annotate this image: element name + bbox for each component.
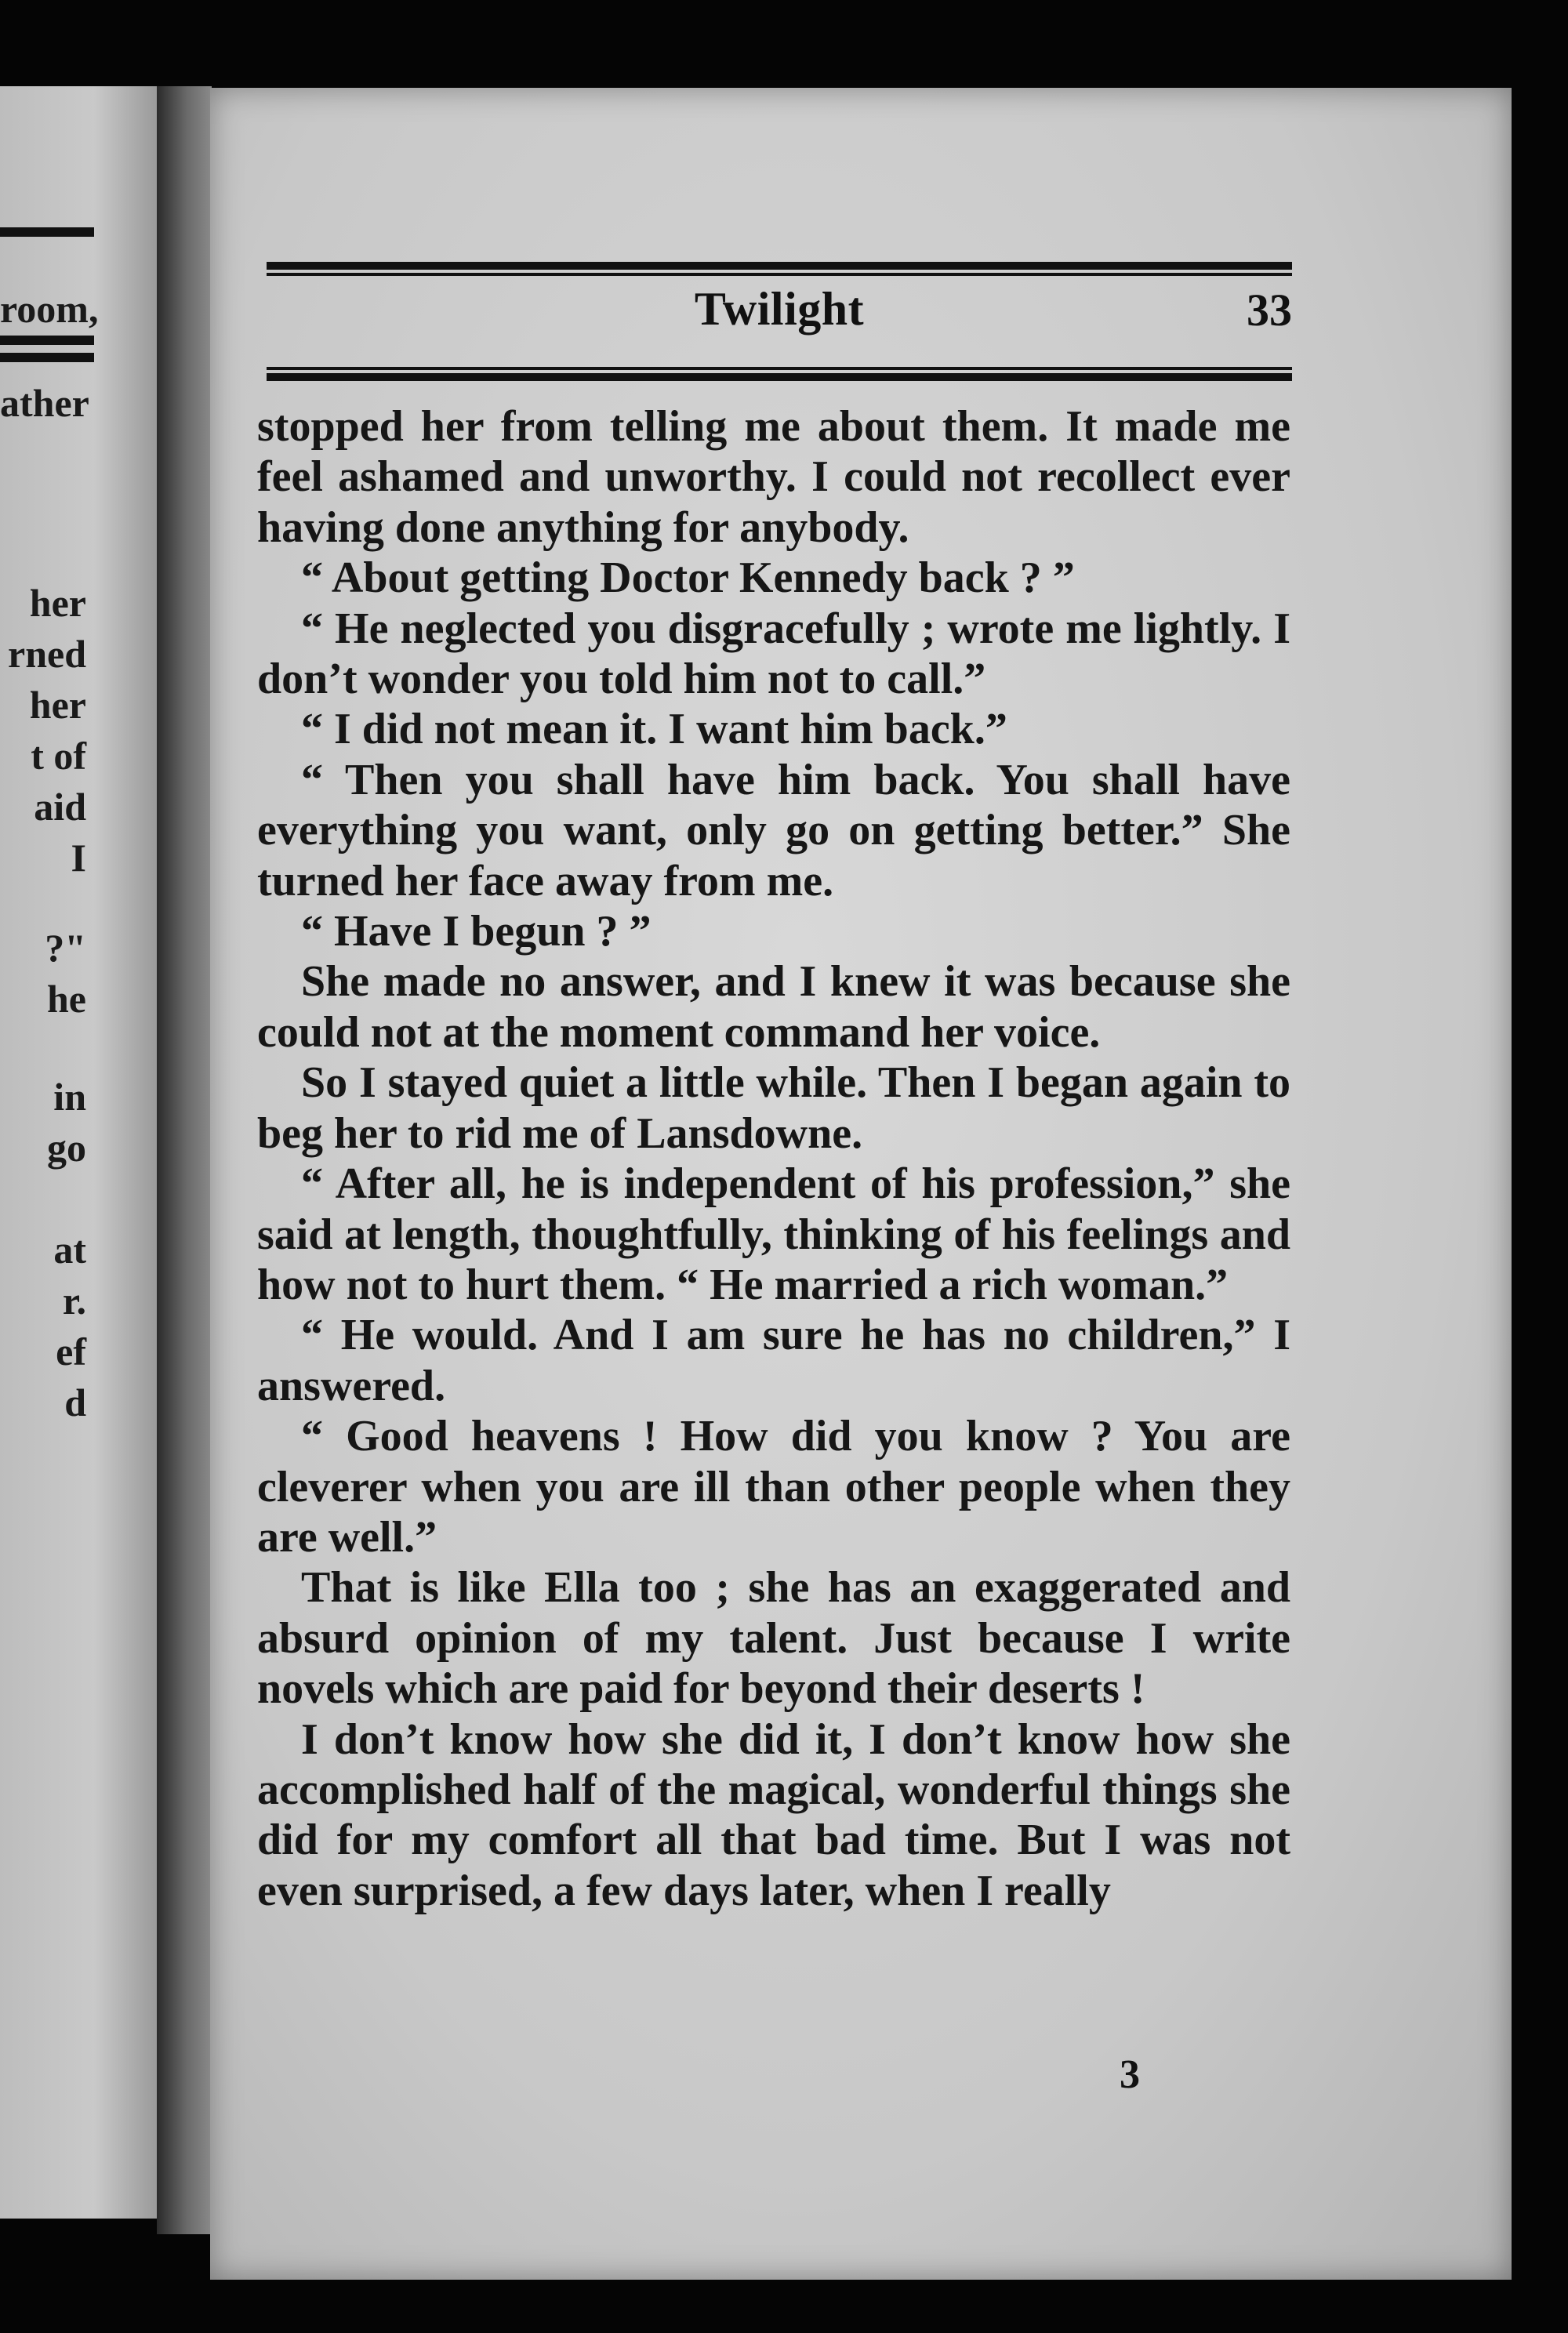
running-head bbox=[267, 282, 1292, 339]
paragraph: So I stayed quiet a little while. Then I began again to beg her to rid me of Lansdowne. bbox=[257, 1058, 1290, 1158]
paragraph: I don’t know how she did it, I don’t know how she accomplished half of the magical, wonderful things she did for my comfort all that bad time. But I was not even surprised, a few days later, when I really bbox=[257, 1714, 1290, 1915]
paragraph: stopped her from telling me about them. It made me feel ashamed and unworthy. I could not recollect ever having done anything for anybody. bbox=[257, 402, 1290, 552]
header-rule-bottom-thin bbox=[267, 367, 1292, 370]
paragraph: That is like Ella too ; she has an exaggerated and absurd opinion of my talent. Just because I write novels which are paid for beyond their deserts ! bbox=[257, 1563, 1290, 1714]
left-page-fragment: room, bbox=[0, 287, 99, 331]
paragraph: “ About getting Doctor Kennedy back ? ” bbox=[301, 553, 1075, 603]
body-text bbox=[257, 401, 1290, 1916]
left-page-fragment: ather bbox=[0, 381, 89, 425]
paragraph: She made no answer, and I knew it was because she could not at the moment command her voice. bbox=[257, 957, 1290, 1057]
paragraph: “ I did not mean it. I want him back.” bbox=[301, 705, 1007, 754]
paragraph: “ Good heavens ! How did you know ? You are cleverer when you are ill than other people when they are well.” bbox=[257, 1412, 1290, 1562]
left-page-fragment: ?" bbox=[45, 926, 86, 970]
running-head-title: Twilight bbox=[694, 283, 865, 335]
left-page-fragment: d bbox=[64, 1381, 86, 1424]
book-gutter bbox=[157, 86, 212, 2234]
left-page-text-fragments bbox=[0, 86, 157, 2219]
book-page bbox=[210, 88, 1512, 2280]
left-page-fragment: ef bbox=[56, 1330, 86, 1373]
left-page-fragment: rned bbox=[8, 632, 86, 676]
page-number: 33 bbox=[1247, 285, 1292, 336]
header-rule-bottom bbox=[267, 373, 1292, 381]
paragraph: “ After all, he is independent of his profession,” she said at length, thoughtfully, thinking of his feelings and how not to hurt them. “ He married a rich woman.” bbox=[257, 1159, 1290, 1309]
left-facing-page bbox=[0, 86, 157, 2219]
paragraph: “ Then you shall have him back. You shall have everything you want, only go on getting better.” She turned her face away from me. bbox=[257, 755, 1290, 905]
signature-mark: 3 bbox=[1120, 2052, 1140, 2097]
left-page-fragment: in bbox=[53, 1075, 86, 1119]
left-page-fragment: her bbox=[29, 683, 86, 727]
header-rule-top bbox=[267, 262, 1292, 270]
left-page-fragment: go bbox=[47, 1126, 86, 1170]
left-page-fragment: t of bbox=[31, 734, 86, 778]
left-page-fragment: at bbox=[53, 1228, 86, 1272]
left-page-fragment: I bbox=[71, 836, 86, 880]
left-page-fragment: he bbox=[47, 977, 86, 1021]
left-page-fragment: her bbox=[29, 581, 86, 625]
paragraph: “ Have I begun ? ” bbox=[301, 907, 652, 956]
paragraph: “ He neglected you disgracefully ; wrote me lightly. I don’t wonder you told him not to call.” bbox=[257, 604, 1290, 704]
header-rule-top-thin bbox=[267, 273, 1292, 276]
left-page-fragment: r. bbox=[62, 1279, 86, 1323]
left-page-fragment: aid bbox=[34, 785, 86, 829]
paragraph: “ He would. And I am sure he has no children,” I answered. bbox=[257, 1311, 1290, 1410]
